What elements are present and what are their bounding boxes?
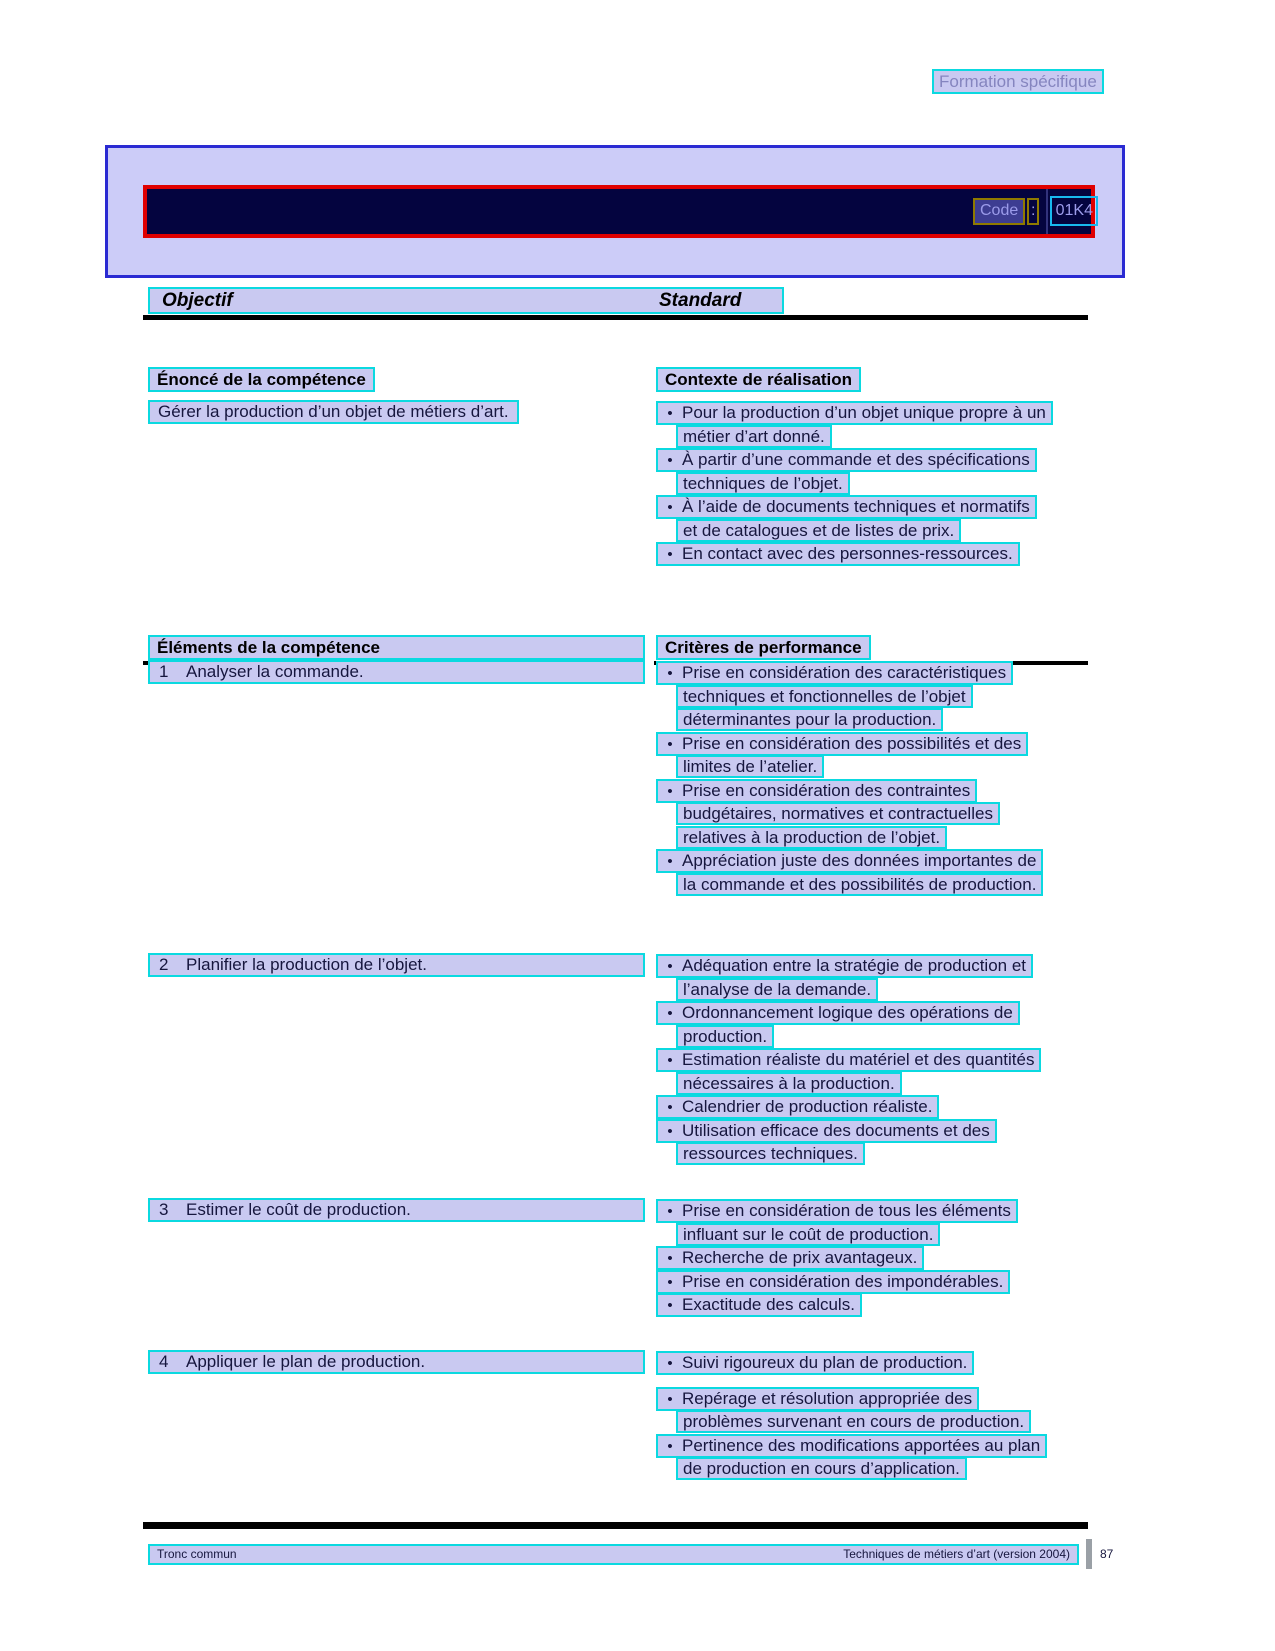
list-item [656, 848, 1101, 872]
list-item [656, 1047, 1101, 1071]
criteria-text: Suivi rigoureux du plan de production. [682, 1353, 968, 1372]
footer-band [148, 1544, 1079, 1565]
list-item [656, 1141, 1101, 1165]
criteria-text: production. [676, 1025, 774, 1048]
list-item [656, 1118, 1101, 1142]
criteria-text: limites de l’atelier. [676, 755, 824, 778]
code-label: Code [973, 198, 1025, 225]
criteria-list [656, 1198, 1101, 1316]
list-item [656, 684, 1101, 708]
criteria-text: Recherche de prix avantageux. [682, 1248, 918, 1267]
standard-heading: Standard [659, 290, 742, 311]
criteria-text: Pertinence des modifications apportées au plan [682, 1435, 1041, 1455]
bullet-icon: • [667, 1355, 673, 1372]
criteria-text: Exactitude des calculs. [682, 1295, 855, 1314]
item-number: 2 [159, 955, 169, 974]
objectif-heading: Objectif [162, 290, 233, 311]
list-item [656, 1024, 1101, 1048]
list-item [656, 754, 1101, 778]
list-item [656, 1198, 1101, 1222]
title-box-divider [1046, 189, 1048, 234]
bullet-icon: • [667, 853, 673, 870]
bullet-icon: • [667, 782, 673, 800]
list-item [656, 707, 1101, 731]
criteria-text: problèmes survenant en cours de production. [676, 1410, 1031, 1433]
bullet-icon: • [667, 1122, 673, 1140]
criteria-text: En contact avec des personnes-ressources. [682, 544, 1013, 563]
elements-header: Éléments de la compétence [148, 635, 645, 660]
bullet-icon: • [667, 1052, 673, 1069]
criteria-text: métier d’art donné. [676, 425, 832, 448]
criteria-text: Calendrier de production réaliste. [682, 1097, 933, 1116]
criteria-text: Appréciation juste des données importantes de [682, 851, 1037, 870]
list-item [656, 447, 1101, 471]
item-number: 1 [159, 662, 169, 681]
list-item [656, 1456, 1101, 1480]
list-item [656, 1350, 1101, 1374]
bullet-icon: • [667, 1005, 673, 1022]
list-item [656, 1292, 1101, 1316]
list-item [656, 872, 1101, 896]
list-item [656, 424, 1101, 448]
title-inner-box [143, 185, 1095, 238]
footer-right-text: Techniques de métiers d’art (version 2004) [843, 1547, 1070, 1561]
bullet-icon: • [667, 1250, 673, 1267]
item-label: Planifier la production de l’objet. [186, 955, 427, 974]
list-item [656, 660, 1101, 684]
list-item [656, 953, 1101, 977]
element-item [148, 660, 645, 684]
code-colon: : [1027, 198, 1039, 225]
list-item [656, 400, 1101, 424]
criteria-text: techniques de l’objet. [676, 472, 850, 495]
criteria-text: Prise en considération des possibilités et des [682, 733, 1022, 753]
page-number: 87 [1100, 1547, 1114, 1561]
item-label: Estimer le coût de production. [186, 1200, 411, 1219]
criteria-text: Prise en considération de tous les éléments [682, 1201, 1011, 1220]
criteria-text: nécessaires à la production. [676, 1072, 902, 1095]
bullet-icon: • [667, 405, 673, 422]
element-item [148, 1350, 645, 1374]
list-item [656, 801, 1101, 825]
criteria-text: À partir d’une commande et des spécifications [682, 450, 1030, 469]
list-item [656, 778, 1101, 802]
criteria-text: Estimation réaliste du matériel et des quantités [682, 1050, 1035, 1069]
criteria-text: Adéquation entre la stratégie de production et [682, 956, 1027, 975]
criteria-text: de production en cours d’application. [676, 1457, 967, 1480]
criteria-text: Ordonnancement logique des opérations de [682, 1003, 1013, 1022]
criteria-text: À l’aide de documents techniques et normatifs [682, 497, 1030, 516]
criteria-text: budgétaires, normatives et contractuelles [676, 802, 1000, 825]
list-item [656, 1409, 1101, 1433]
criteres-header: Critères de performance [656, 635, 871, 660]
objectif-standard-band [148, 287, 784, 314]
element-item [148, 1198, 645, 1222]
criteria-text: la commande et des possibilités de production. [676, 873, 1043, 896]
criteria-text: Prise en considération des impondérables. [682, 1271, 1004, 1291]
item-number: 4 [159, 1352, 169, 1371]
bullet-icon: • [667, 1099, 673, 1116]
list-item [656, 494, 1101, 518]
list-item [656, 1222, 1101, 1246]
list-item [656, 977, 1101, 1001]
competence-statement: Gérer la production d’un objet de métiers d’art. [148, 400, 519, 424]
list-item [656, 731, 1101, 755]
item-label: Appliquer le plan de production. [186, 1352, 426, 1371]
criteria-text: relatives à la production de l’objet. [676, 826, 947, 849]
criteria-text: déterminantes pour la production. [676, 708, 943, 731]
list-item [656, 1433, 1101, 1457]
bullet-icon: • [667, 1273, 673, 1291]
code-value: 01K4 [1050, 196, 1098, 226]
criteria-text: l’analyse de la demande. [676, 978, 878, 1001]
list-item [656, 825, 1101, 849]
criteria-text: Prise en considération des contraintes [682, 780, 971, 800]
bullet-icon: • [667, 958, 673, 975]
bullet-icon: • [667, 1390, 673, 1408]
criteria-text: Utilisation efficace des documents et des [682, 1120, 990, 1140]
criteria-list [656, 1350, 1101, 1480]
bullet-icon: • [667, 665, 673, 682]
list-item [656, 1094, 1101, 1118]
bullet-icon: • [667, 735, 673, 753]
criteria-text: et de catalogues et de listes de prix. [676, 519, 961, 542]
bullet-icon: • [667, 452, 673, 469]
list-item [656, 1000, 1101, 1024]
contexte-bullet-list [656, 400, 1101, 565]
formation-specifique-label: Formation spécifique [932, 69, 1104, 94]
criteria-text: Pour la production d’un objet unique propre à un [682, 403, 1046, 422]
enonce-header: Énoncé de la compétence [148, 367, 375, 392]
bullet-icon: • [667, 1203, 673, 1220]
footer-divider-bar [1086, 1539, 1092, 1569]
criteria-text: influant sur le coût de production. [676, 1223, 940, 1246]
contexte-header: Contexte de réalisation [656, 367, 861, 392]
item-number: 3 [159, 1200, 169, 1219]
horizontal-rule [143, 1522, 1088, 1529]
criteria-text: Repérage et résolution appropriée des [682, 1388, 973, 1408]
list-item [656, 471, 1101, 495]
criteria-list [656, 953, 1101, 1165]
item-label: Analyser la commande. [186, 662, 364, 681]
criteria-text: ressources techniques. [676, 1142, 865, 1165]
horizontal-rule [143, 315, 1088, 320]
list-item [656, 518, 1101, 542]
criteria-list [656, 660, 1101, 895]
title-outer-box [105, 145, 1125, 278]
criteria-text: Prise en considération des caractéristiques [682, 663, 1007, 682]
bullet-icon: • [667, 546, 673, 563]
list-item [656, 1071, 1101, 1095]
footer-left-text: Tronc commun [157, 1547, 237, 1561]
bullet-icon: • [667, 499, 673, 516]
bullet-icon: • [667, 1297, 673, 1314]
bullet-icon: • [667, 1437, 673, 1455]
list-item [656, 541, 1101, 565]
list-item [656, 1386, 1101, 1410]
list-item [656, 1245, 1101, 1269]
list-item [656, 1269, 1101, 1293]
criteria-text: techniques et fonctionnelles de l’objet [676, 685, 973, 708]
element-item [148, 953, 645, 977]
